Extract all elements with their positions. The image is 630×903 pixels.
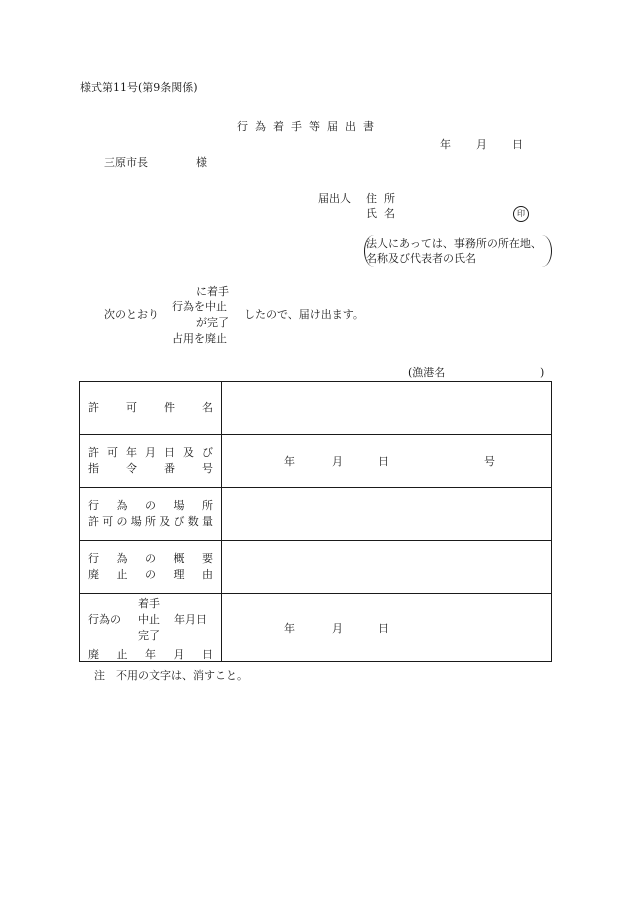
notification-table <box>79 381 552 662</box>
action-prefix: 行為の <box>88 612 121 626</box>
seal-mark: 印 <box>513 206 529 222</box>
statement-option-complete: が完了 <box>196 316 229 329</box>
permit-month: 月 <box>332 455 343 468</box>
directive-number-suffix: 号 <box>484 455 495 468</box>
action-month: 月 <box>332 621 343 635</box>
permit-subject-label-text: 許 可 件 名 <box>88 401 213 415</box>
statement-lead: 次のとおり <box>104 308 159 321</box>
date-year: 年 <box>440 138 451 151</box>
permit-year: 年 <box>284 455 295 468</box>
summary-value[interactable] <box>222 541 552 594</box>
place-value[interactable] <box>222 488 552 541</box>
date-day: 日 <box>512 138 523 151</box>
summary-label <box>80 541 222 594</box>
summary-label-b: 廃 止 の 理 由 <box>88 568 213 581</box>
permit-date-label <box>80 435 222 488</box>
action-year: 年 <box>284 621 295 635</box>
action-option-suspend: 中止 <box>138 612 160 626</box>
table-row-permit-subject <box>80 382 552 435</box>
statement-option-suspend: 行為を中止 <box>172 300 227 313</box>
footnote: 注 不用の文字は、消すこと。 <box>94 669 248 682</box>
table-row-permit-date <box>80 435 552 488</box>
permit-date-label-b: 指 令 番 号 <box>88 462 213 475</box>
permit-day: 日 <box>378 455 389 468</box>
address-label: 住所 <box>366 192 402 205</box>
action-date-label <box>80 594 222 662</box>
action-option-start: 着手 <box>138 596 160 610</box>
action-day: 日 <box>378 621 389 635</box>
summary-label-a: 行 為 の 概 要 <box>88 552 213 566</box>
permit-date-label-a: 許 可 年 月 日 及 び <box>88 446 213 460</box>
statement-option-abolish: 占用を廃止 <box>172 332 227 345</box>
date-month: 月 <box>476 138 487 151</box>
statement-tail: したので、届け出ます。 <box>244 308 364 321</box>
abolish-date-label: 廃 止 年 月 日 <box>88 647 213 661</box>
harbor-name-close: ) <box>540 366 545 379</box>
action-date-value[interactable] <box>222 594 552 662</box>
table-row-summary <box>80 541 552 594</box>
table-row-action-date <box>80 594 552 662</box>
permit-subject-label <box>80 382 222 435</box>
applicant-label: 届出人 <box>318 192 351 205</box>
corporate-note-line2: 名称及び代表者の氏名 <box>366 252 476 265</box>
place-label-a: 行 為 の 場 所 <box>88 499 213 513</box>
name-label: 氏名 <box>366 207 402 220</box>
action-option-complete: 完了 <box>138 628 160 642</box>
addressee: 三原市長 <box>104 156 148 169</box>
form-title: 行為着手等届出書 <box>237 120 381 133</box>
permit-date-value[interactable] <box>222 435 552 488</box>
permit-subject-value[interactable] <box>222 382 552 435</box>
addressee-honorific: 様 <box>196 156 207 169</box>
corporate-note-line1: 法人にあっては、事務所の所在地、 <box>366 237 542 250</box>
submission-date <box>440 139 523 150</box>
form-number: 様式第11号(第9条関係) <box>80 81 198 94</box>
action-date-suffix: 年月日 <box>174 612 207 626</box>
place-label <box>80 488 222 541</box>
harbor-name-label: (漁港名 <box>408 366 446 379</box>
statement-option-start: に着手 <box>196 285 229 298</box>
place-label-b: 許 可 の 場 所 及 び 数 量 <box>88 515 213 528</box>
table-row-place <box>80 488 552 541</box>
